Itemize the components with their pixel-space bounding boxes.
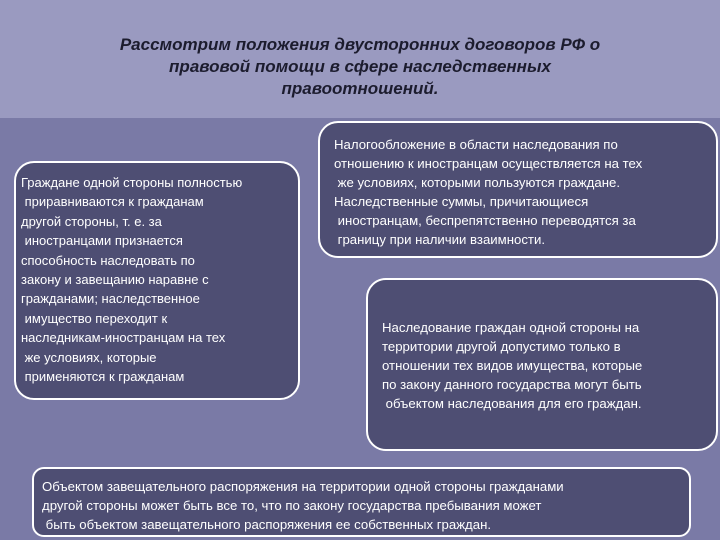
- citizens-equal-box: Граждане одной стороны полностью приравниваются к гражданам другой стороны, т. е. за иностранцами признается способность наследовать по закону и завещанию наравне с гражданами; наследственное имущество переходит к наследникам-иностранцам на тех же условиях, которые применяются к гражданам: [14, 161, 300, 400]
- taxation-box: Налогообложение в области наследования по отношению к иностранцам осуществляется на тех же условиях, которыми пользуются граждане. Наследственные суммы, причитающиеся иностранцам, беспрепятственно переводятся за границу при наличии взаимности.: [318, 121, 718, 258]
- testamentary-box: Объектом завещательного распоряжения на территории одной стороны гражданами другой стороны может быть все то, что по закону государства пребывания может быть объектом завещательного распоряжения ее собственных граждан.: [32, 467, 691, 537]
- inheritance-limits-box: Наследование граждан одной стороны на территории другой допустимо только в отношении тех видов имущества, которые по закону данного государства могут быть объектом наследования для его граждан.: [366, 278, 718, 451]
- slide-title: Рассмотрим положения двусторонних договоров РФ о правовой помощи в сфере наследственных правоотношений.: [119, 35, 601, 98]
